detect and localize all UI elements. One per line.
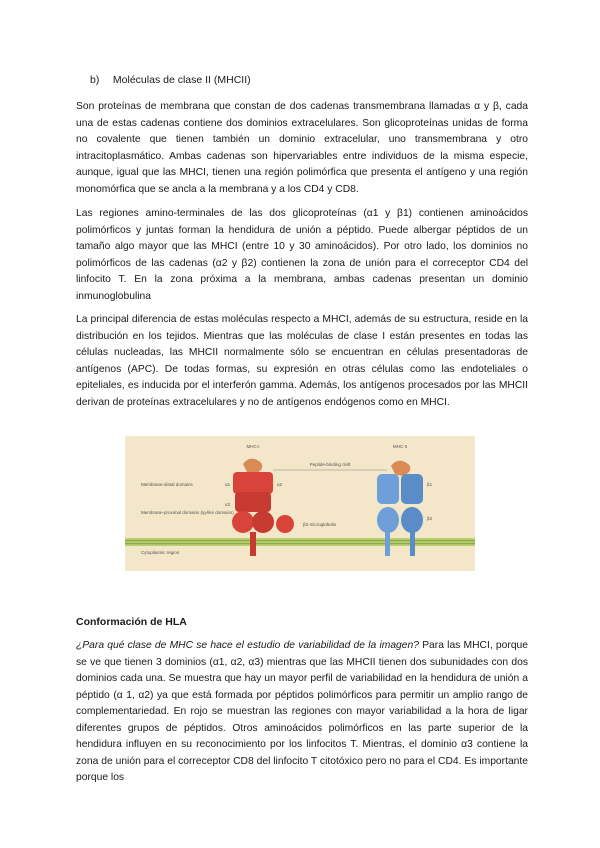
beta2-microglobulin: [276, 515, 294, 533]
mhci-domain-lower-left: [232, 511, 254, 533]
paragraph-hla: [76, 638, 528, 787]
label-a1: α1: [225, 482, 231, 487]
label-membrane-distal: Membrane-distal domains: [141, 482, 193, 487]
label-b1: β1: [427, 482, 433, 487]
membrane-line-top: [125, 540, 475, 541]
mhcii-peptide: [391, 461, 410, 476]
mhci-alpha1-alpha2: [233, 472, 273, 494]
mhc-diagram-figure: [125, 436, 475, 571]
section-title: Moléculas de clase II (MHCII): [112, 74, 251, 86]
mhci-alpha3: [235, 492, 271, 512]
label-mhcii: MHC-II: [392, 444, 408, 449]
label-a3: α3: [225, 502, 231, 507]
membrane-line-bottom: [125, 543, 475, 544]
label-a2: α2: [277, 482, 283, 487]
section-number: b): [90, 74, 100, 86]
mhcii-beta1: [401, 474, 423, 504]
label-mhci: MHC-I: [246, 444, 260, 449]
mhc-diagram: [125, 436, 475, 571]
section-heading-hla: Conformación de HLA: [76, 616, 187, 628]
mhcii-alpha2: [377, 507, 399, 533]
paragraph-amino-terminal: Las regiones amino-terminales de las dos glicoproteínas (α1 y β1) contienen aminoácidos polimórficos y juntas forman la hendidura de unión a péptido. Puede albergar péptidos de un tamaño algo mayor que las MHCI (entre 10 y 30 aminoácidos). Por otro lado, los dominios no polimórficos de las cadenas (α2 y β2) contienen la zona de unión para el correceptor CD4 del linfocito T. En la zona próxima a la membrana, ambas cadenas presentan un dominio inmunoglobulina: [76, 208, 528, 302]
mhcii-alpha-transmembrane: [385, 532, 390, 556]
mhci-domain-lower-right: [252, 511, 274, 533]
paragraph-tissue-distribution: La principal diferencia de estas moléculas respecto a MHCI, además de su estructura, reside en la distribución en los tejidos. Mientras que las moléculas de clase I están presentes en todas las células nucleadas, las MHCII normalmente sólo se encuentran en células presentadoras de antígenos (APC). De todas formas, su expresión en otras células como las endoteliales o epiteliales, es inducida por el interferón gamma. Además, los antígenos procesados por las MHCII derivan de proteínas extracelulares y no de antígenos endógenos como en MHCI.: [76, 314, 528, 408]
hla-answer: Para las MHCI, porque se ve que tienen 3 dominios (α1, α2, α3) mientras que las MHCII tienen dos subunidades con dos dominios cada una. Se muestra que hay un mayor perfil de variabilidad en la hendidura de unión a péptido (α 1, α2) ya que está formada por péptidos polimórficos para permitir un amplio rango de complementariedad. En rojo se muestran las regiones con mayor variabilidad a la hora de ligar diferentes grupos de péptidos. Otros aminoácidos polimórficos en las parte superior de la hendidura influyen en su reconocimiento por los linfocitos T. Mientras, el dominio α3 contiene la zona de unión para el correceptor CD8 del linfocito T citotóxico pero no para el CD4. Es importante porque los: [76, 640, 528, 783]
label-b2m: β2-microglobulin: [303, 522, 337, 527]
cell-membrane: [125, 538, 475, 546]
mhcii-alpha1: [377, 474, 399, 504]
label-b2: β2: [427, 516, 433, 521]
label-peptide-cleft: Peptide-binding cleft: [309, 462, 351, 467]
section-heading-mhcii: [90, 74, 251, 86]
mhcii-beta2: [401, 507, 423, 533]
label-membrane-proximal: Membrane-proximal domains (Ig-like domains): [141, 510, 234, 515]
mhcii-beta-transmembrane: [410, 532, 415, 556]
paragraph-mhcii-structure: Son proteínas de membrana que constan de dos cadenas transmembrana llamadas α y β, cada una de estas cadenas contiene dos dominios extracelulares. Son glicoproteínas unidas de forma no covalente que tienen también un dominio extracelular, uno transmembrana y otro intracitoplasmático. Ambas cadenas son hipervariables entre individuos de la misma especie, aunque, igual que las MHCI, tienen una región polimórfica que presenta el antígeno y una región monomórfica que se ancla a la membrana y a los CD4 y CD8.: [76, 101, 528, 195]
mhci-peptide: [243, 459, 262, 474]
hla-question: ¿Para qué clase de MHC se hace el estudio de variabilidad de la imagen?: [76, 640, 419, 651]
label-cytoplasmic: Cytoplasmic region: [141, 550, 180, 555]
mhci-transmembrane: [250, 532, 256, 556]
